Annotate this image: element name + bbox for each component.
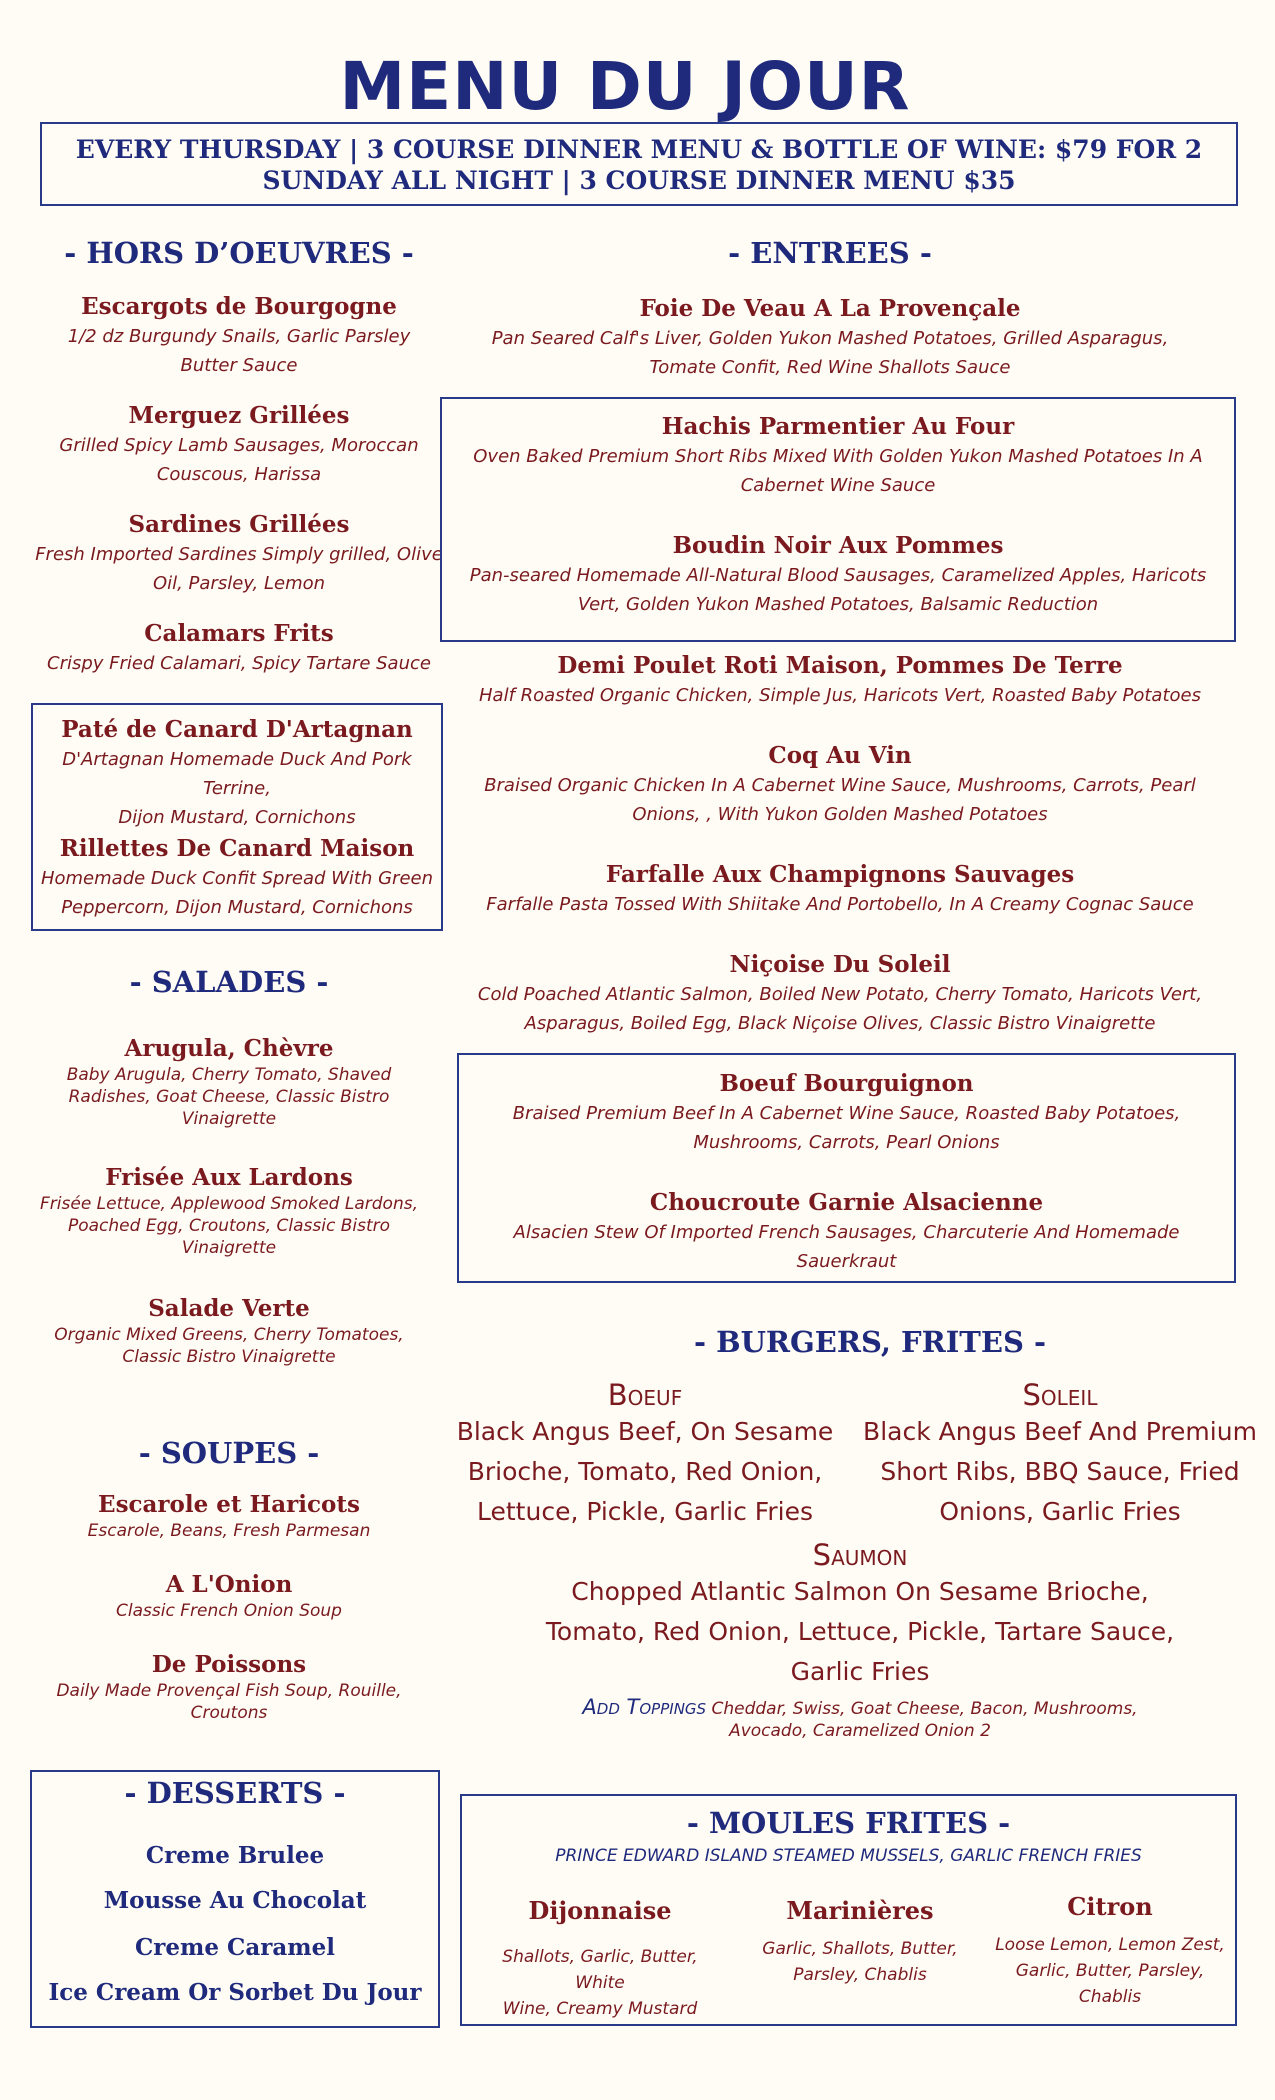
- item-desc: Classic French Onion Soup: [116, 1601, 342, 1621]
- item-name: Boudin Noir Aux Pommes: [672, 532, 1004, 559]
- menu-item: [450, 741, 1230, 829]
- hors-heading: - HORS D’OEUVRES -: [64, 236, 414, 270]
- menu-item: [440, 412, 1236, 500]
- item-desc: Tomato, Red Onion, Lettuce, Pickle, Tartare Sauce,: [545, 1617, 1175, 1646]
- moules-item: [745, 1896, 975, 1988]
- soupes-heading: - SOUPES -: [138, 1436, 320, 1470]
- menu-item: [30, 1650, 428, 1724]
- item-desc: Pan-seared Homemade All-Natural Blood Sausages, Caramelized Apples, Haricots: [469, 565, 1207, 586]
- item-name: Calamars Frits: [144, 620, 334, 647]
- item-name: Escarole et Haricots: [98, 1491, 360, 1518]
- item-name: A L'Onion: [165, 1571, 293, 1598]
- menu-item: [30, 1034, 428, 1130]
- item-desc: Half Roasted Organic Chicken, Simple Jus, Haricots Vert, Roasted Baby Potatoes: [479, 685, 1201, 706]
- menu-item: [30, 401, 448, 489]
- moules-item: [475, 1896, 725, 2022]
- item-desc: Baby Arugula, Cherry Tomato, Shaved: [66, 1065, 392, 1085]
- item-desc: Poached Egg, Croutons, Classic Bistro: [67, 1216, 390, 1236]
- item-desc: Chablis: [1078, 1987, 1142, 2007]
- item-desc: Onions, , With Yukon Golden Mashed Potatoes: [632, 804, 1048, 825]
- page-title: MENU DU JOUR: [339, 48, 911, 125]
- dessert-item: Creme Caramel: [135, 1934, 335, 1961]
- menu-item: [30, 1163, 428, 1259]
- moules-item: [990, 1892, 1230, 2010]
- item-desc: Farfalle Pasta Tossed With Shiitake And Portobello, In A Creamy Cognac Sauce: [486, 894, 1194, 915]
- menu-item: [30, 510, 448, 598]
- item-desc: Parsley, Chablis: [793, 1965, 927, 1985]
- item-name: Marinières: [786, 1896, 934, 1925]
- item-desc: Onions, Garlic Fries: [939, 1497, 1181, 1526]
- salades-heading: - SALADES -: [129, 965, 329, 999]
- toppings-label: Add Toppings: [582, 1695, 707, 1719]
- burger-item: [860, 1378, 1260, 1532]
- item-desc: Braised Organic Chicken In A Cabernet Wine Sauce, Mushrooms, Carrots, Pearl: [484, 775, 1196, 796]
- toppings-list: Cheddar, Swiss, Goat Cheese, Bacon, Mushrooms,: [711, 1699, 1138, 1719]
- item-name: Sardines Grillées: [128, 511, 350, 538]
- item-desc: Oil, Parsley, Lemon: [152, 573, 326, 594]
- promo-line-thursday: EVERY THURSDAY | 3 COURSE DINNER MENU & BOTTLE OF WINE: $79 FOR 2: [75, 135, 1203, 164]
- menu-item: [457, 1188, 1236, 1276]
- burger-item: [455, 1378, 835, 1532]
- item-name: Frisée Aux Lardons: [105, 1164, 353, 1191]
- item-desc: Crispy Fried Calamari, Spicy Tartare Sauce: [47, 653, 431, 674]
- item-name: Merguez Grillées: [128, 402, 350, 429]
- item-name: Saumon: [812, 1538, 908, 1572]
- toppings: [520, 1696, 1200, 1742]
- item-desc: Vinaigrette: [181, 1238, 277, 1258]
- item-desc: Organic Mixed Greens, Cherry Tomatoes,: [54, 1325, 404, 1345]
- item-desc: Tomate Confit, Red Wine Shallots Sauce: [649, 357, 1011, 378]
- item-desc: Braised Premium Beef In A Cabernet Wine Sauce, Roasted Baby Potatoes,: [512, 1103, 1181, 1124]
- item-desc: Black Angus Beef, On Sesame: [456, 1417, 834, 1446]
- burger-item: [500, 1538, 1220, 1692]
- promo-banner: [40, 122, 1238, 206]
- item-name: Citron: [1067, 1892, 1153, 1921]
- item-desc: Daily Made Provençal Fish Soup, Rouille,: [56, 1681, 402, 1701]
- promo-line-sunday: SUNDAY ALL NIGHT | 3 COURSE DINNER MENU $35: [262, 166, 1016, 195]
- item-desc: D'Artagnan Homemade Duck And Pork Terrine,: [62, 749, 412, 799]
- item-desc: Garlic, Butter, Parsley,: [1015, 1961, 1205, 1981]
- item-desc: 1/2 dz Burgundy Snails, Garlic Parsley: [67, 326, 411, 347]
- menu-item: [30, 1490, 428, 1542]
- menu-item: [450, 950, 1230, 1038]
- item-desc: Alsacien Stew Of Imported French Sausages, Charcuterie And Homemade: [513, 1222, 1180, 1243]
- menu-item: [457, 1069, 1236, 1157]
- item-desc: Cold Poached Atlantic Salmon, Boiled New Potato, Cherry Tomato, Haricots Vert,: [477, 984, 1203, 1005]
- item-desc: Vinaigrette: [181, 1109, 277, 1129]
- menu-item: [440, 531, 1236, 619]
- menu-item: [460, 294, 1200, 382]
- item-desc: Sauerkraut: [796, 1251, 897, 1272]
- item-desc: Peppercorn, Dijon Mustard, Cornichons: [61, 897, 413, 918]
- item-desc: Wine, Creamy Mustard: [502, 1999, 698, 2019]
- item-desc: Radishes, Goat Cheese, Classic Bistro: [68, 1087, 390, 1107]
- item-desc: Vert, Golden Yukon Mashed Potatoes, Balsamic Reduction: [577, 594, 1099, 615]
- moules-subtitle: PRINCE EDWARD ISLAND STEAMED MUSSELS, GARLIC FRENCH FRIES: [555, 1846, 1142, 1866]
- item-name: Paté de Canard D'Artagnan: [61, 716, 413, 743]
- item-desc: Shallots, Garlic, Butter, White: [502, 1947, 698, 1993]
- item-name: Demi Poulet Roti Maison, Pommes De Terre: [557, 652, 1123, 679]
- item-desc: Escarole, Beans, Fresh Parmesan: [87, 1521, 371, 1541]
- item-name: Boeuf Bourguignon: [719, 1070, 974, 1097]
- item-desc: Mushrooms, Carrots, Pearl Onions: [693, 1132, 1000, 1153]
- item-desc: Loose Lemon, Lemon Zest,: [995, 1935, 1225, 1955]
- menu-item: [450, 651, 1230, 710]
- desserts-heading: - DESSERTS -: [124, 1776, 346, 1810]
- item-desc: Brioche, Tomato, Red Onion,: [467, 1457, 823, 1486]
- item-name: De Poissons: [151, 1651, 307, 1678]
- menu-item: [30, 292, 448, 380]
- item-desc: Garlic Fries: [790, 1657, 930, 1686]
- menu-item: [31, 834, 443, 922]
- item-name: Boeuf: [607, 1378, 683, 1412]
- item-desc: Grilled Spicy Lamb Sausages, Moroccan: [59, 435, 419, 456]
- dessert-item: Ice Cream Or Sorbet Du Jour: [48, 1979, 422, 2006]
- item-desc: Oven Baked Premium Short Ribs Mixed With Golden Yukon Mashed Potatoes In A: [473, 446, 1203, 467]
- item-desc: Dijon Mustard, Cornichons: [118, 807, 356, 828]
- item-desc: Black Angus Beef And Premium: [863, 1417, 1257, 1446]
- menu-item: [30, 619, 448, 678]
- item-name: Hachis Parmentier Au Four: [661, 413, 1015, 440]
- item-name: Niçoise Du Soleil: [729, 951, 951, 978]
- menu-item: [450, 860, 1230, 919]
- item-desc: Croutons: [190, 1703, 268, 1723]
- item-name: Arugula, Chèvre: [124, 1035, 334, 1062]
- item-name: Escargots de Bourgogne: [81, 293, 397, 320]
- item-name: Salade Verte: [148, 1295, 310, 1322]
- item-desc: Couscous, Harissa: [156, 464, 322, 485]
- item-desc: Lettuce, Pickle, Garlic Fries: [477, 1497, 813, 1526]
- item-desc: Frisée Lettuce, Applewood Smoked Lardons,: [40, 1194, 418, 1214]
- item-desc: Fresh Imported Sardines Simply grilled, Olive: [35, 544, 443, 565]
- item-desc: Pan Seared Calf's Liver, Golden Yukon Mashed Potatoes, Grilled Asparagus,: [491, 328, 1169, 349]
- item-name: Coq Au Vin: [768, 742, 912, 769]
- dessert-item: Creme Brulee: [145, 1842, 325, 1869]
- item-name: Foie De Veau A La Provençale: [639, 295, 1021, 322]
- item-name: Dijonnaise: [528, 1896, 672, 1925]
- menu-item: [30, 1294, 428, 1368]
- item-desc: Classic Bistro Vinaigrette: [122, 1347, 336, 1367]
- menu-item: [31, 715, 443, 832]
- item-desc: Chopped Atlantic Salmon On Sesame Brioche,: [571, 1577, 1149, 1606]
- toppings-list: Avocado, Caramelized Onion 2: [729, 1721, 991, 1741]
- item-desc: Garlic, Shallots, Butter,: [762, 1939, 958, 1959]
- item-name: Rillettes De Canard Maison: [59, 835, 415, 862]
- dessert-item: Mousse Au Chocolat: [103, 1887, 367, 1914]
- item-desc: Short Ribs, BBQ Sauce, Fried: [880, 1457, 1240, 1486]
- burgers-heading: - BURGERS, FRITES -: [693, 1325, 1047, 1359]
- menu-item: [30, 1570, 428, 1622]
- moules-heading: - MOULES FRITES -: [686, 1806, 1011, 1840]
- item-name: Choucroute Garnie Alsacienne: [649, 1189, 1044, 1216]
- item-desc: Butter Sauce: [180, 355, 298, 376]
- item-desc: Asparagus, Boiled Egg, Black Niçoise Olives, Classic Bistro Vinaigrette: [524, 1013, 1156, 1034]
- item-name: Farfalle Aux Champignons Sauvages: [605, 861, 1075, 888]
- item-desc: Homemade Duck Confit Spread With Green: [40, 868, 434, 889]
- item-name: Soleil: [1022, 1378, 1098, 1412]
- item-desc: Cabernet Wine Sauce: [740, 475, 936, 496]
- entrees-heading: - ENTREES -: [728, 236, 932, 270]
